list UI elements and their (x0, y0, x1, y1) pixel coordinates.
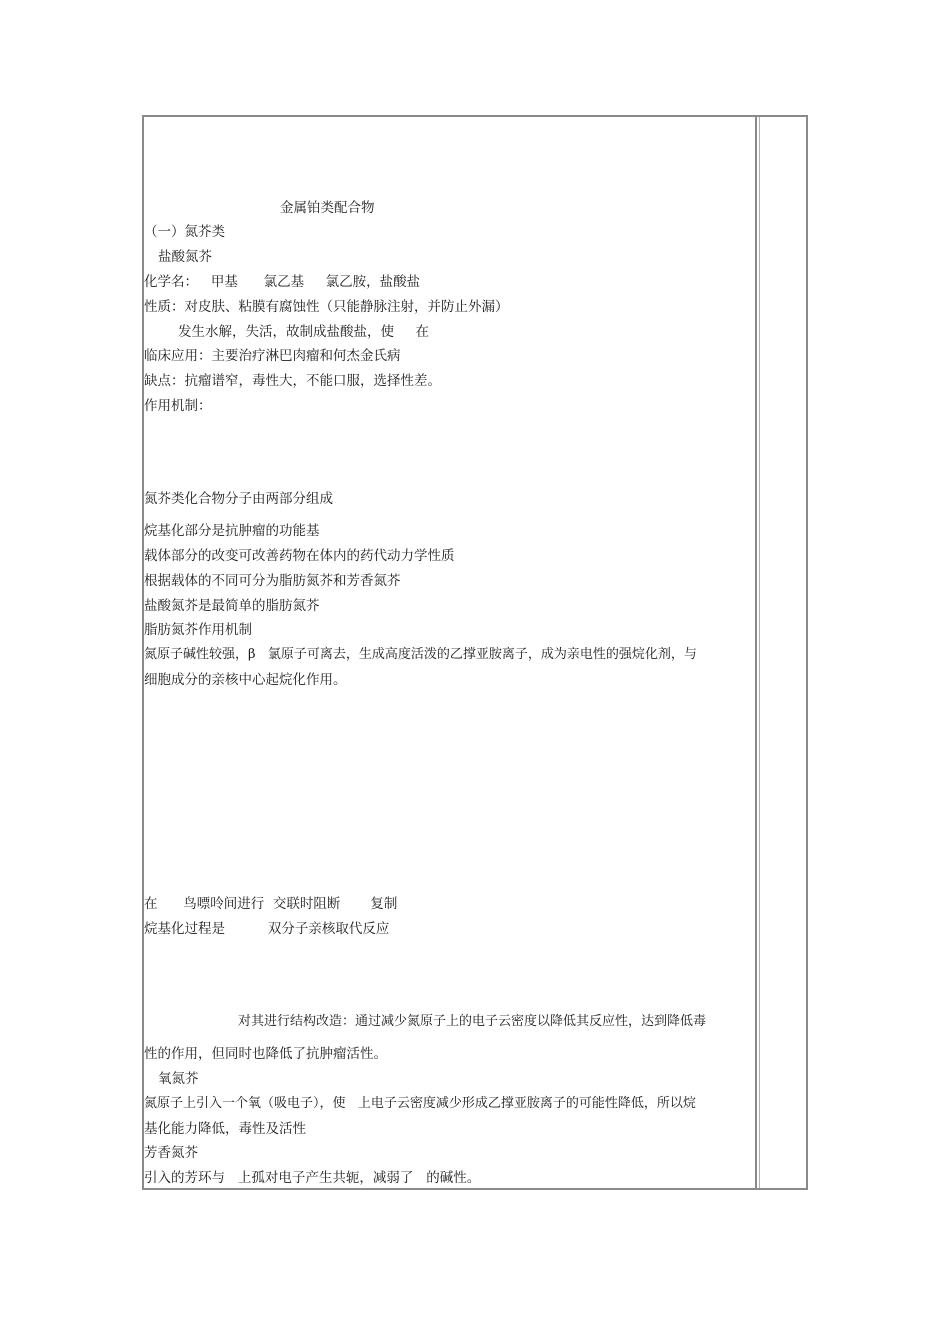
text-line: 作用机制： (144, 398, 212, 414)
heading-nitrogen-mustards: （一）氮芥类 (144, 224, 225, 240)
text-line: 脂肪氮芥作用机制 (144, 622, 252, 638)
column-divider-inner (759, 117, 760, 1188)
text-line: 化学名： 甲基 氯乙基 氯乙胺，盐酸盐 (144, 274, 421, 290)
text-line: 性质：对皮肤、粘膜有腐蚀性（只能静脉注射，并防止外漏） (144, 299, 509, 315)
text-line: 对其进行结构改造：通过减少氮原子上的电子云密度以降低其反应性，达到降低毒 (238, 1014, 707, 1029)
text-line: 载体部分的改变可改善药物在体内的药代动力学性质 (144, 548, 455, 564)
text-line: 基化能力降低，毒性及活性 (144, 1121, 306, 1137)
text-line: 细胞成分的亲核中心起烷化作用。 (144, 672, 347, 688)
text-line: 性的作用，但同时也降低了抗肿瘤活性。 (144, 1046, 387, 1062)
section-title: 金属铂类配合物 (280, 200, 375, 216)
text-line: 引入的芳环与 上孤对电子产生共轭，减弱了 的碱性。 (144, 1170, 481, 1186)
text-line: 缺点：抗瘤谱窄，毒性大，不能口服，选择性差。 (144, 373, 441, 389)
text-line: 氮芥类化合物分子由两部分组成 (144, 491, 333, 507)
text-line: 根据载体的不同可分为脂肪氮芥和芳香氮芥 (144, 573, 401, 589)
subheading-aromatic-nitrogen-mustard: 芳香氮芥 (144, 1145, 198, 1161)
text-line: 在 鸟嘌呤间进行 交联时阻断 复制 (144, 896, 398, 912)
text-line: 烷基化部分是抗肿瘤的功能基 (144, 523, 320, 539)
text-line: 烷基化过程是 双分子亲核取代反应 (144, 921, 390, 937)
subheading-chlormethine: 盐酸氮芥 (158, 249, 212, 265)
text-line: 临床应用：主要治疗淋巴肉瘤和何杰金氏病 (144, 348, 401, 364)
text-line: 氮原子上引入一个氧（吸电子），使 上电子云密度减少形成乙撑亚胺离子的可能性降低，所以烷 (144, 1096, 696, 1111)
text-line: 氮原子碱性较强，β 氯原子可离去，生成高度活泼的乙撑亚胺离子，成为亲电性的强烷化剂，与 (144, 647, 697, 662)
subheading-oxynitrogen-mustard: 氧氮芥 (158, 1071, 199, 1087)
column-divider (755, 117, 757, 1188)
text-line: 盐酸氮芥是最简单的脂肪氮芥 (144, 598, 320, 614)
text-line: 发生水解，失活，故制成盐酸盐，使 在 (178, 324, 429, 340)
